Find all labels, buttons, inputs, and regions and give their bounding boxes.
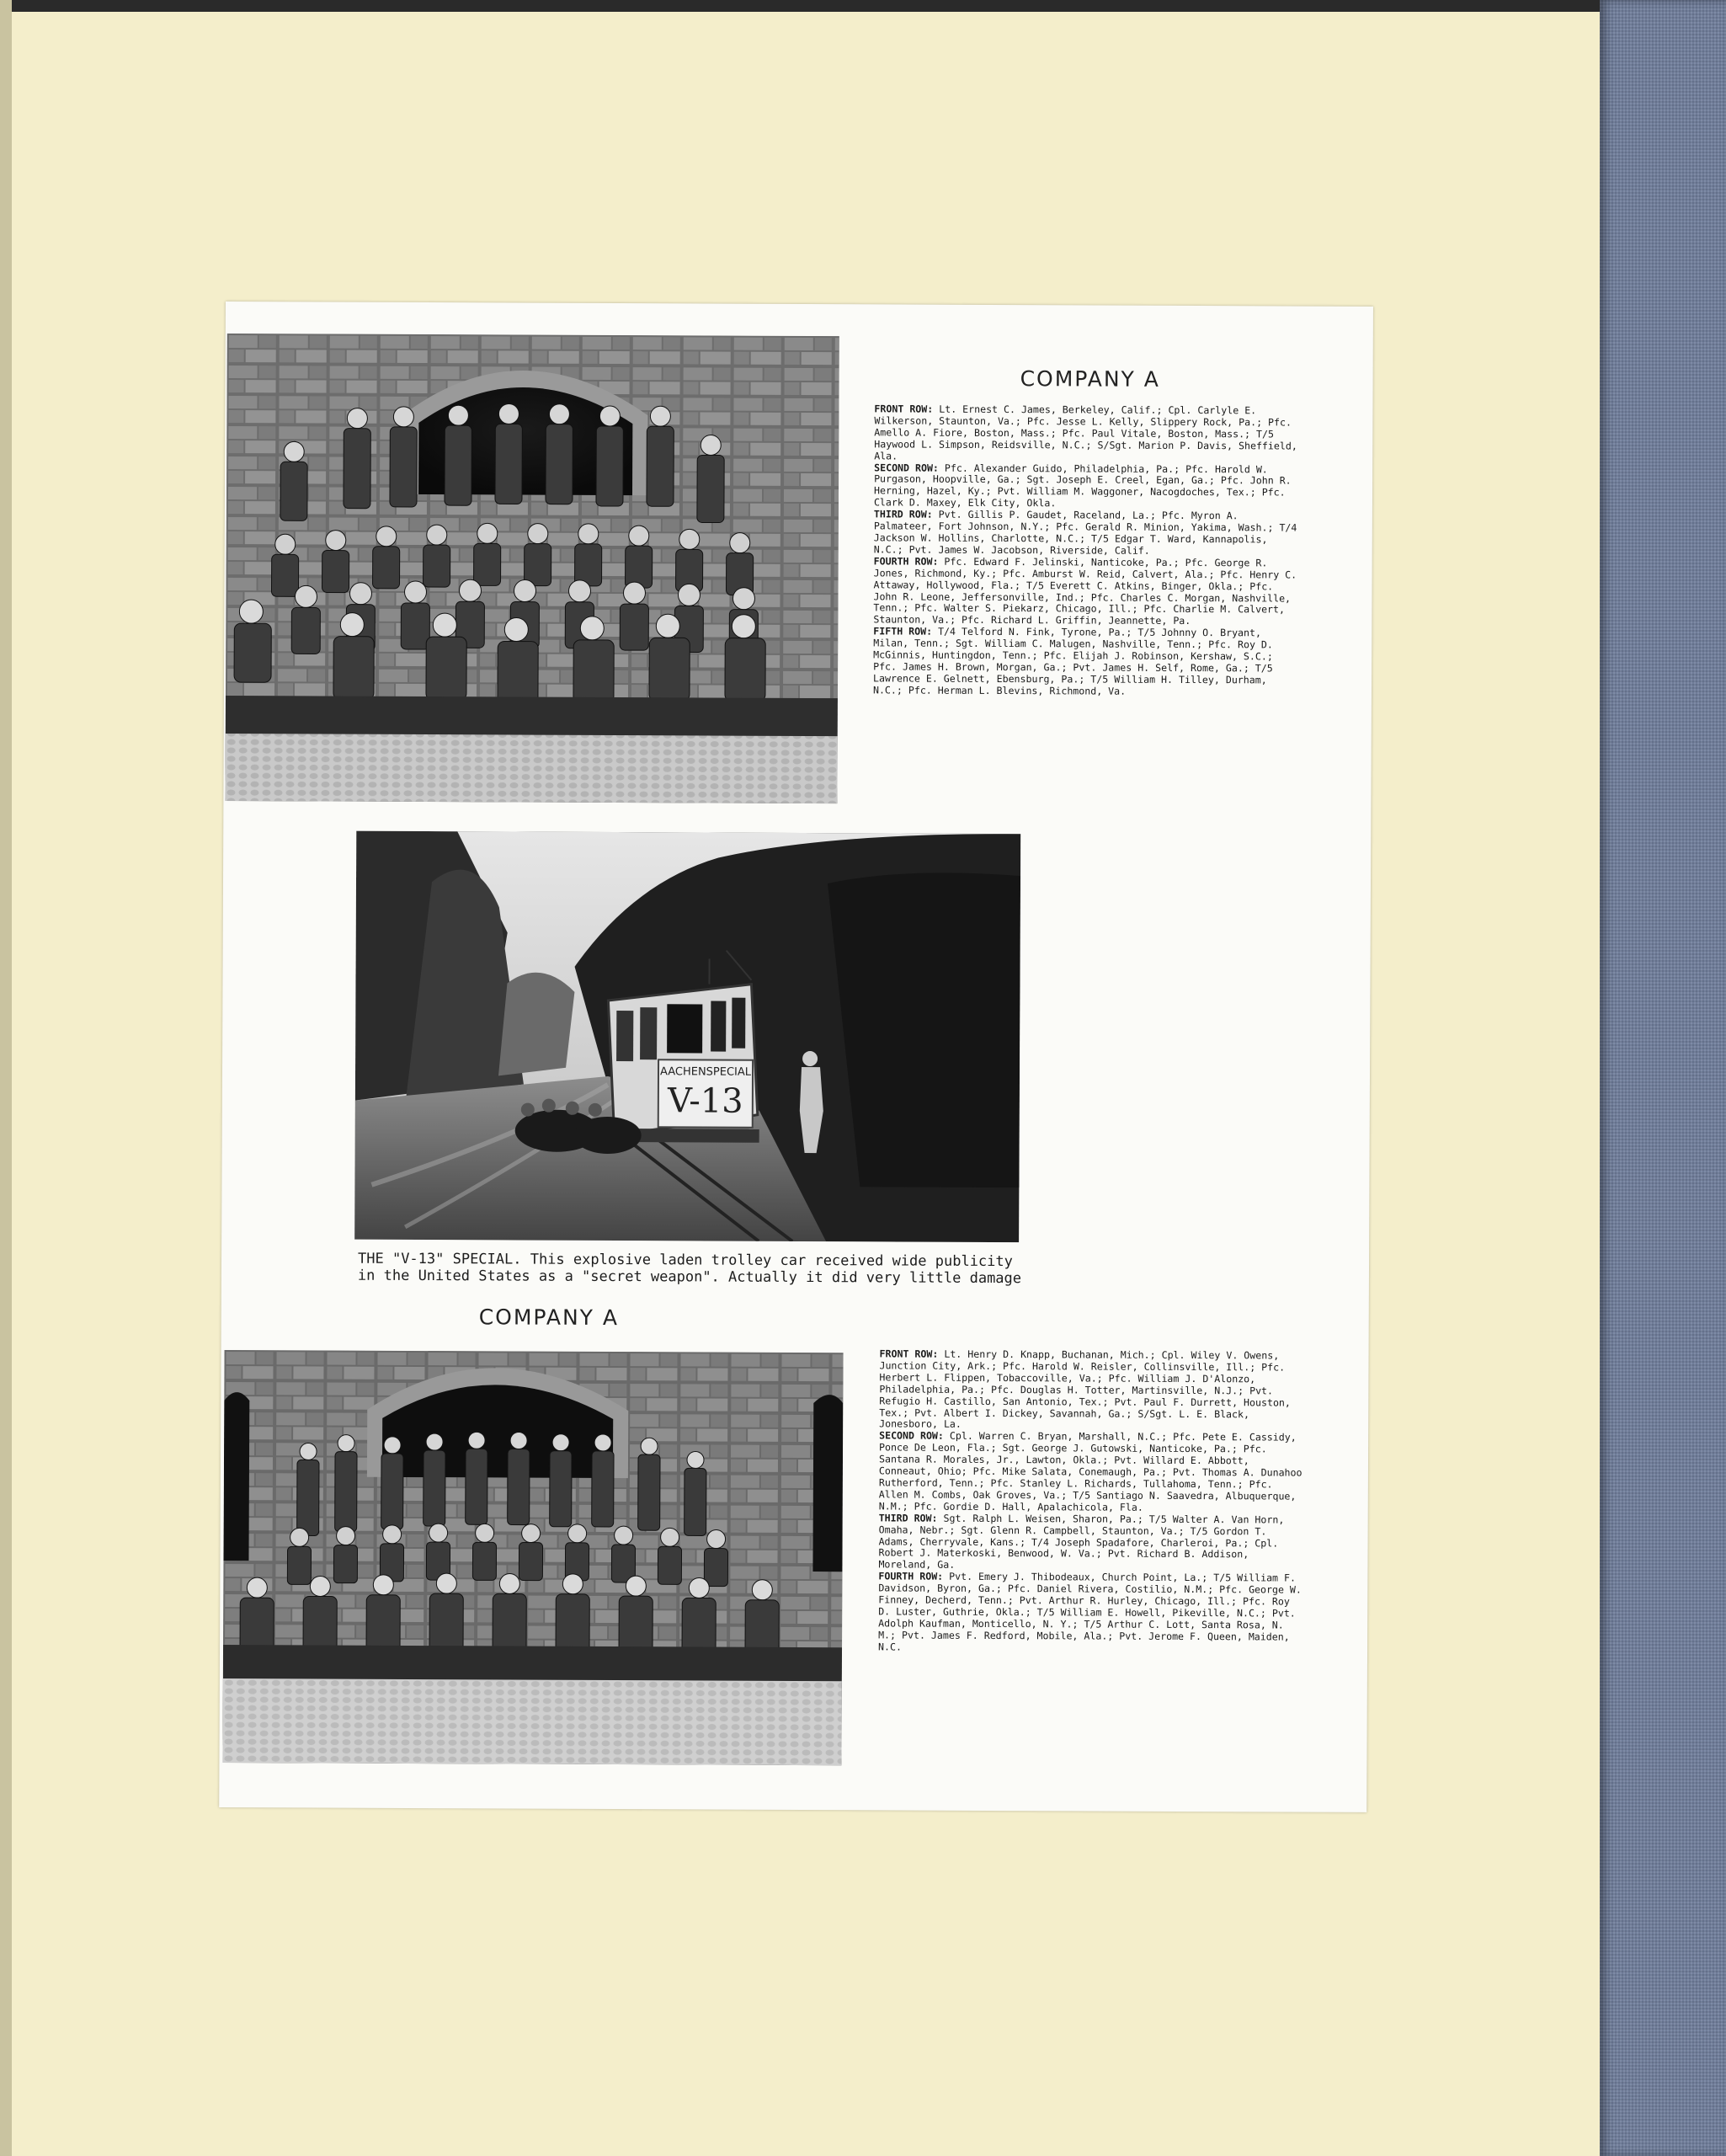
roster-row: SECOND ROW: Cpl. Warren C. Bryan, Marshall, N.C.; Pfc. Pete E. Cassidy, Ponce De Leon, Fla.; Sgt. George J. Gutowski, Nanticoke, Pa.; Pfc. Santana R. Morales, Jr., Lawton, Okla.; Pvt. Willard E. Abbott, Conneaut, Ohio; Pfc. Mike Salata, Conemaugh, Pa.; Pvt. Thomas A. Dunahoo Rutherford, Tenn.; Pfc. Stanley L. Richards, Tullahoma, Tenn.; Pfc. Allen M. Combs, Oak Groves, Va.; T/5 Santiago N. Saavedra, Albuquerque, N.M.; Pfc. Gordie D. Hall, Apalachicola, Fla. xyxy=(878,1429,1302,1513)
roster-row: THIRD ROW: Pvt. Gillis P. Gaudet, Raceland, La.; Pfc. Myron A. Palmateer, Fort Johnson, N.Y.; Pfc. Gerald R. Minion, Yakima, Wash.; T/4 Jackson W. Hollins, Charlotte, N.C.; T/5 Edgar T. Ward, Kannapolis, N.C.; Pvt. James W. Jacobson, Riverside, Calif. xyxy=(873,508,1297,557)
trolley-caption xyxy=(358,1251,1200,1288)
page-top-edge xyxy=(0,0,1726,12)
trolley-sign-top-text: AACHENSPECIAL xyxy=(659,1065,752,1079)
roster-top xyxy=(873,403,1300,698)
roster-row: FOURTH ROW: Pvt. Emery J. Thibodeaux, Church Point, La.; T/5 William F. Davidson, Byron, Ga.; Pfc. Daniel Rivera, Costilio, N.M.; Pfc. George W. Finney, Decherd, Tenn.; Pvt. Arthur R. Hurley, Chicago, Ill.; Pfc. Roy D. Luster, Guthrie, Okla.; T/5 William E. Howell, Pikeville, N.C.; Pvt. Adolph Kaufman, Monticello, N. Y.; T/5 Arthur C. Lott, Santa Rosa, N. M.; Pvt. James F. Redford, Mobile, Ala.; Pvt. Jerome F. Queen, Maiden, N.C. xyxy=(878,1570,1302,1653)
company-a-group-photo-top xyxy=(225,334,839,803)
company-heading-top: COMPANY A xyxy=(1020,366,1160,392)
binder-spine xyxy=(1600,0,1726,2156)
group-photo-bottom-image xyxy=(222,1350,843,1765)
roster-row: SECOND ROW: Pfc. Alexander Guido, Philadelphia, Pa.; Pfc. Harold W. Purgason, Hoopville, Ga.; Sgt. Joseph E. Creel, Egan, Ga.; Pfc. John R. Herning, Hazel, Ky.; Pvt. William M. Waggoner, Nacogdoches, Tex.; Pfc. Clark D. Maxey, Elk City, Okla. xyxy=(873,461,1292,510)
trolley-sign-bottom-text: V-13 xyxy=(667,1081,743,1121)
v13-trolley-photo xyxy=(354,831,1020,1242)
trolley-photo-image xyxy=(354,831,1020,1242)
caption-line: in the United States as a "secret weapon". Actually it did very little damage xyxy=(357,1267,1022,1288)
mounted-sheet xyxy=(219,302,1373,1812)
roster-row: FRONT ROW: Lt. Ernest C. James, Berkeley, Calif.; Cpl. Carlyle E. Wilkerson, Staunton, Va.; Pfc. Jesse L. Kelly, Slippery Rock, Pa.; Pfc. Amello A. Fiore, Boston, Mass.; Pfc. Paul Vitale, Boston, Mass.; T/5 Haywood L. Simpson, Reidsville, N.C.; S/Sgt. Marion P. Davis, Sheffield, Ala. xyxy=(874,403,1297,462)
roster-row: FIFTH ROW: T/4 Telford N. Fink, Tyrone, Pa.; T/5 Johnny O. Bryant, Milan, Tenn.; Sgt. William C. Malugen, Nashville, Tenn.; Pfc. Roy D. McGinnis, Huntingdon, Tenn.; Pfc. Elijah J. Robinson, Kershaw, S.C.; Pfc. James H. Brown, Morgan, Ga.; Pvt. James H. Self, Rome, Ga.; T/5 Lawrence E. Gelnett, Ebensburg, Pa.; T/5 William H. Tilley, Durham, N.C.; Pfc. Herman L. Blevins, Richmond, Va. xyxy=(872,625,1273,697)
caption-line: THE "V-13" SPECIAL. This explosive laden trolley car received wide publicity xyxy=(357,1250,1013,1271)
roster-row: THIRD ROW: Sgt. Ralph L. Weisen, Sharon, Pa.; T/5 Walter A. Van Horn, Omaha, Nebr.; Sgt. Glenn R. Campbell, Staunton, Va.; T/5 Gordon T. Adams, Cherryvale, Kans.; T/4 Joseph Spadafore, Charleroi, Pa.; Cpl. Robert J. Materkoski, Benwood, W. Va.; Pvt. Richard B. Addison, Moreland, Ga. xyxy=(878,1512,1285,1572)
roster-row: FOURTH ROW: Pfc. Edward F. Jelinski, Nanticoke, Pa.; Pfc. George R. Jones, Richmond, Ky.; Pfc. Amburst W. Reid, Calvert, Ala.; Pfc. Henry C. Attaway, Hollywood, Fla.; T/5 Everett C. Atkins, Binger, Okla.; Pfc. John R. Leone, Jeffersonville, Ind.; Pfc. Charles C. Morgan, Nashville, Tenn.; Pfc. Walter S. Piekarz, Chicago, Ill.; Pfc. Charlie M. Calvert, Staunton, Va.; Pfc. Richard L. Griffin, Jeannette, Pa. xyxy=(873,555,1297,627)
page-left-edge xyxy=(0,0,12,2156)
company-heading-bottom: COMPANY A xyxy=(478,1305,620,1331)
roster-bottom xyxy=(878,1348,1305,1655)
company-a-group-photo-bottom xyxy=(222,1350,843,1765)
roster-row: FRONT ROW: Lt. Henry D. Knapp, Buchanan, Mich.; Cpl. Wiley V. Owens, Junction City, Ark.; Pfc. Harold W. Reisler, Collinsville, Ill.; Pfc. Herbert L. Flippen, Tobaccoville, Va.; Pfc. William J. D'Alonzo, Philadelphia, Pa.; Pfc. Douglas H. Totter, Martinsville, N.J.; Pvt. Refugio H. Castillo, San Antonio, Tex.; Pvt. Paul F. Durrett, Houston, Tex.; Pvt. Albert I. Dickey, Savannah, Ga.; S/Sgt. L. E. Black, Jonesboro, La. xyxy=(879,1348,1291,1431)
group-photo-top-image xyxy=(225,334,839,803)
